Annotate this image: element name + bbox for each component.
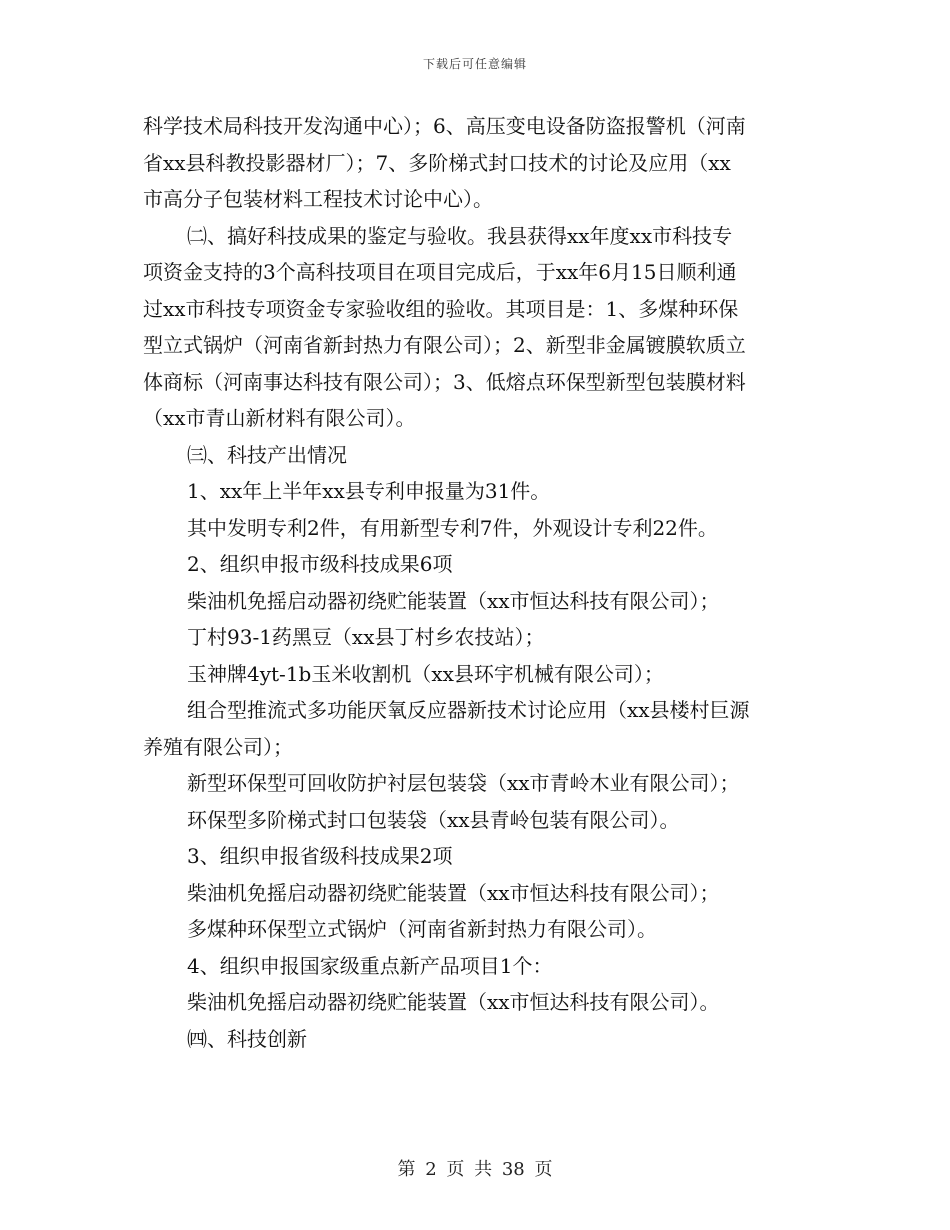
text-line: ㈡、搞好科技成果的鉴定与验收。我县获得xx年度xx市科技专 (187, 223, 733, 248)
text-line: 丁村93-1药黑豆（xx县丁村乡农技站）； (187, 625, 545, 649)
text-line: 1、xx年上半年xx县专利申报量为31件。 (187, 479, 551, 503)
text-line: 新型环保型可回收防护衬层包装袋（xx市青岭木业有限公司）； (187, 771, 740, 795)
page-footer: 第 2 页 共 38 页 (397, 1159, 553, 1180)
text-line: 柴油机免摇启动器初绕贮能装置（xx市恒达科技有限公司）。 (187, 990, 720, 1014)
text-line: 环保型多阶梯式封口包装袋（xx县青岭包装有限公司）。 (187, 807, 680, 832)
text-line: （xx市青山新材料有限公司）。 (143, 406, 416, 430)
text-line: 其中发明专利2件，有用新型专利7件，外观设计专利22件。 (187, 515, 718, 540)
text-line: 柴油机免摇启动器初绕贮能装置（xx市恒达科技有限公司）； (187, 588, 720, 613)
text-line: 玉神牌4yt-1b玉米收割机（xx县环宇机械有限公司）； (187, 661, 664, 686)
text-line: 过xx市科技专项资金专家验收组的验收。其项目是：1、多煤种环保 (143, 296, 739, 321)
text-line: 组合型推流式多功能厌氧反应器新技术讨论应用（xx县楼村巨源 (187, 698, 750, 722)
page-header: 下载后可任意编辑 (422, 57, 527, 71)
text-line: 型立式锅炉（河南省新封热力有限公司）；2、新型非金属镀膜软质立 (143, 333, 746, 357)
text-line: ㈣、科技创新 (187, 1026, 307, 1051)
text-line: 体商标（河南事达科技有限公司）；3、低熔点环保型新型包装膜材料 (143, 369, 746, 394)
text-line: 3、组织申报省级科技成果2项 (187, 844, 453, 868)
text-line: ㈢、科技产出情况 (187, 442, 347, 467)
text-line: 柴油机免摇启动器初绕贮能装置（xx市恒达科技有限公司）； (187, 880, 720, 905)
text-line: 多煤种环保型立式锅炉（河南省新封热力有限公司）。 (187, 917, 657, 941)
text-line: 项资金支持的3个高科技项目在项目完成后，于xx年6月15日顺利通 (143, 260, 737, 284)
text-line: 省xx县科教投影器材厂）；7、多阶梯式封口技术的讨论及应用（xx (143, 150, 731, 175)
text-line: 2、组织申报市级科技成果6项 (187, 552, 453, 576)
text-line: 4、组织申报国家级重点新产品项目1个： (187, 953, 553, 978)
text-line: 市高分子包装材料工程技术讨论中心）。 (143, 187, 493, 211)
document-body (143, 108, 807, 1057)
text-line: 养殖有限公司）； (143, 734, 293, 759)
text-line: 科学技术局科技开发沟通中心）；6、高压变电设备防盗报警机（河南 (143, 114, 746, 138)
